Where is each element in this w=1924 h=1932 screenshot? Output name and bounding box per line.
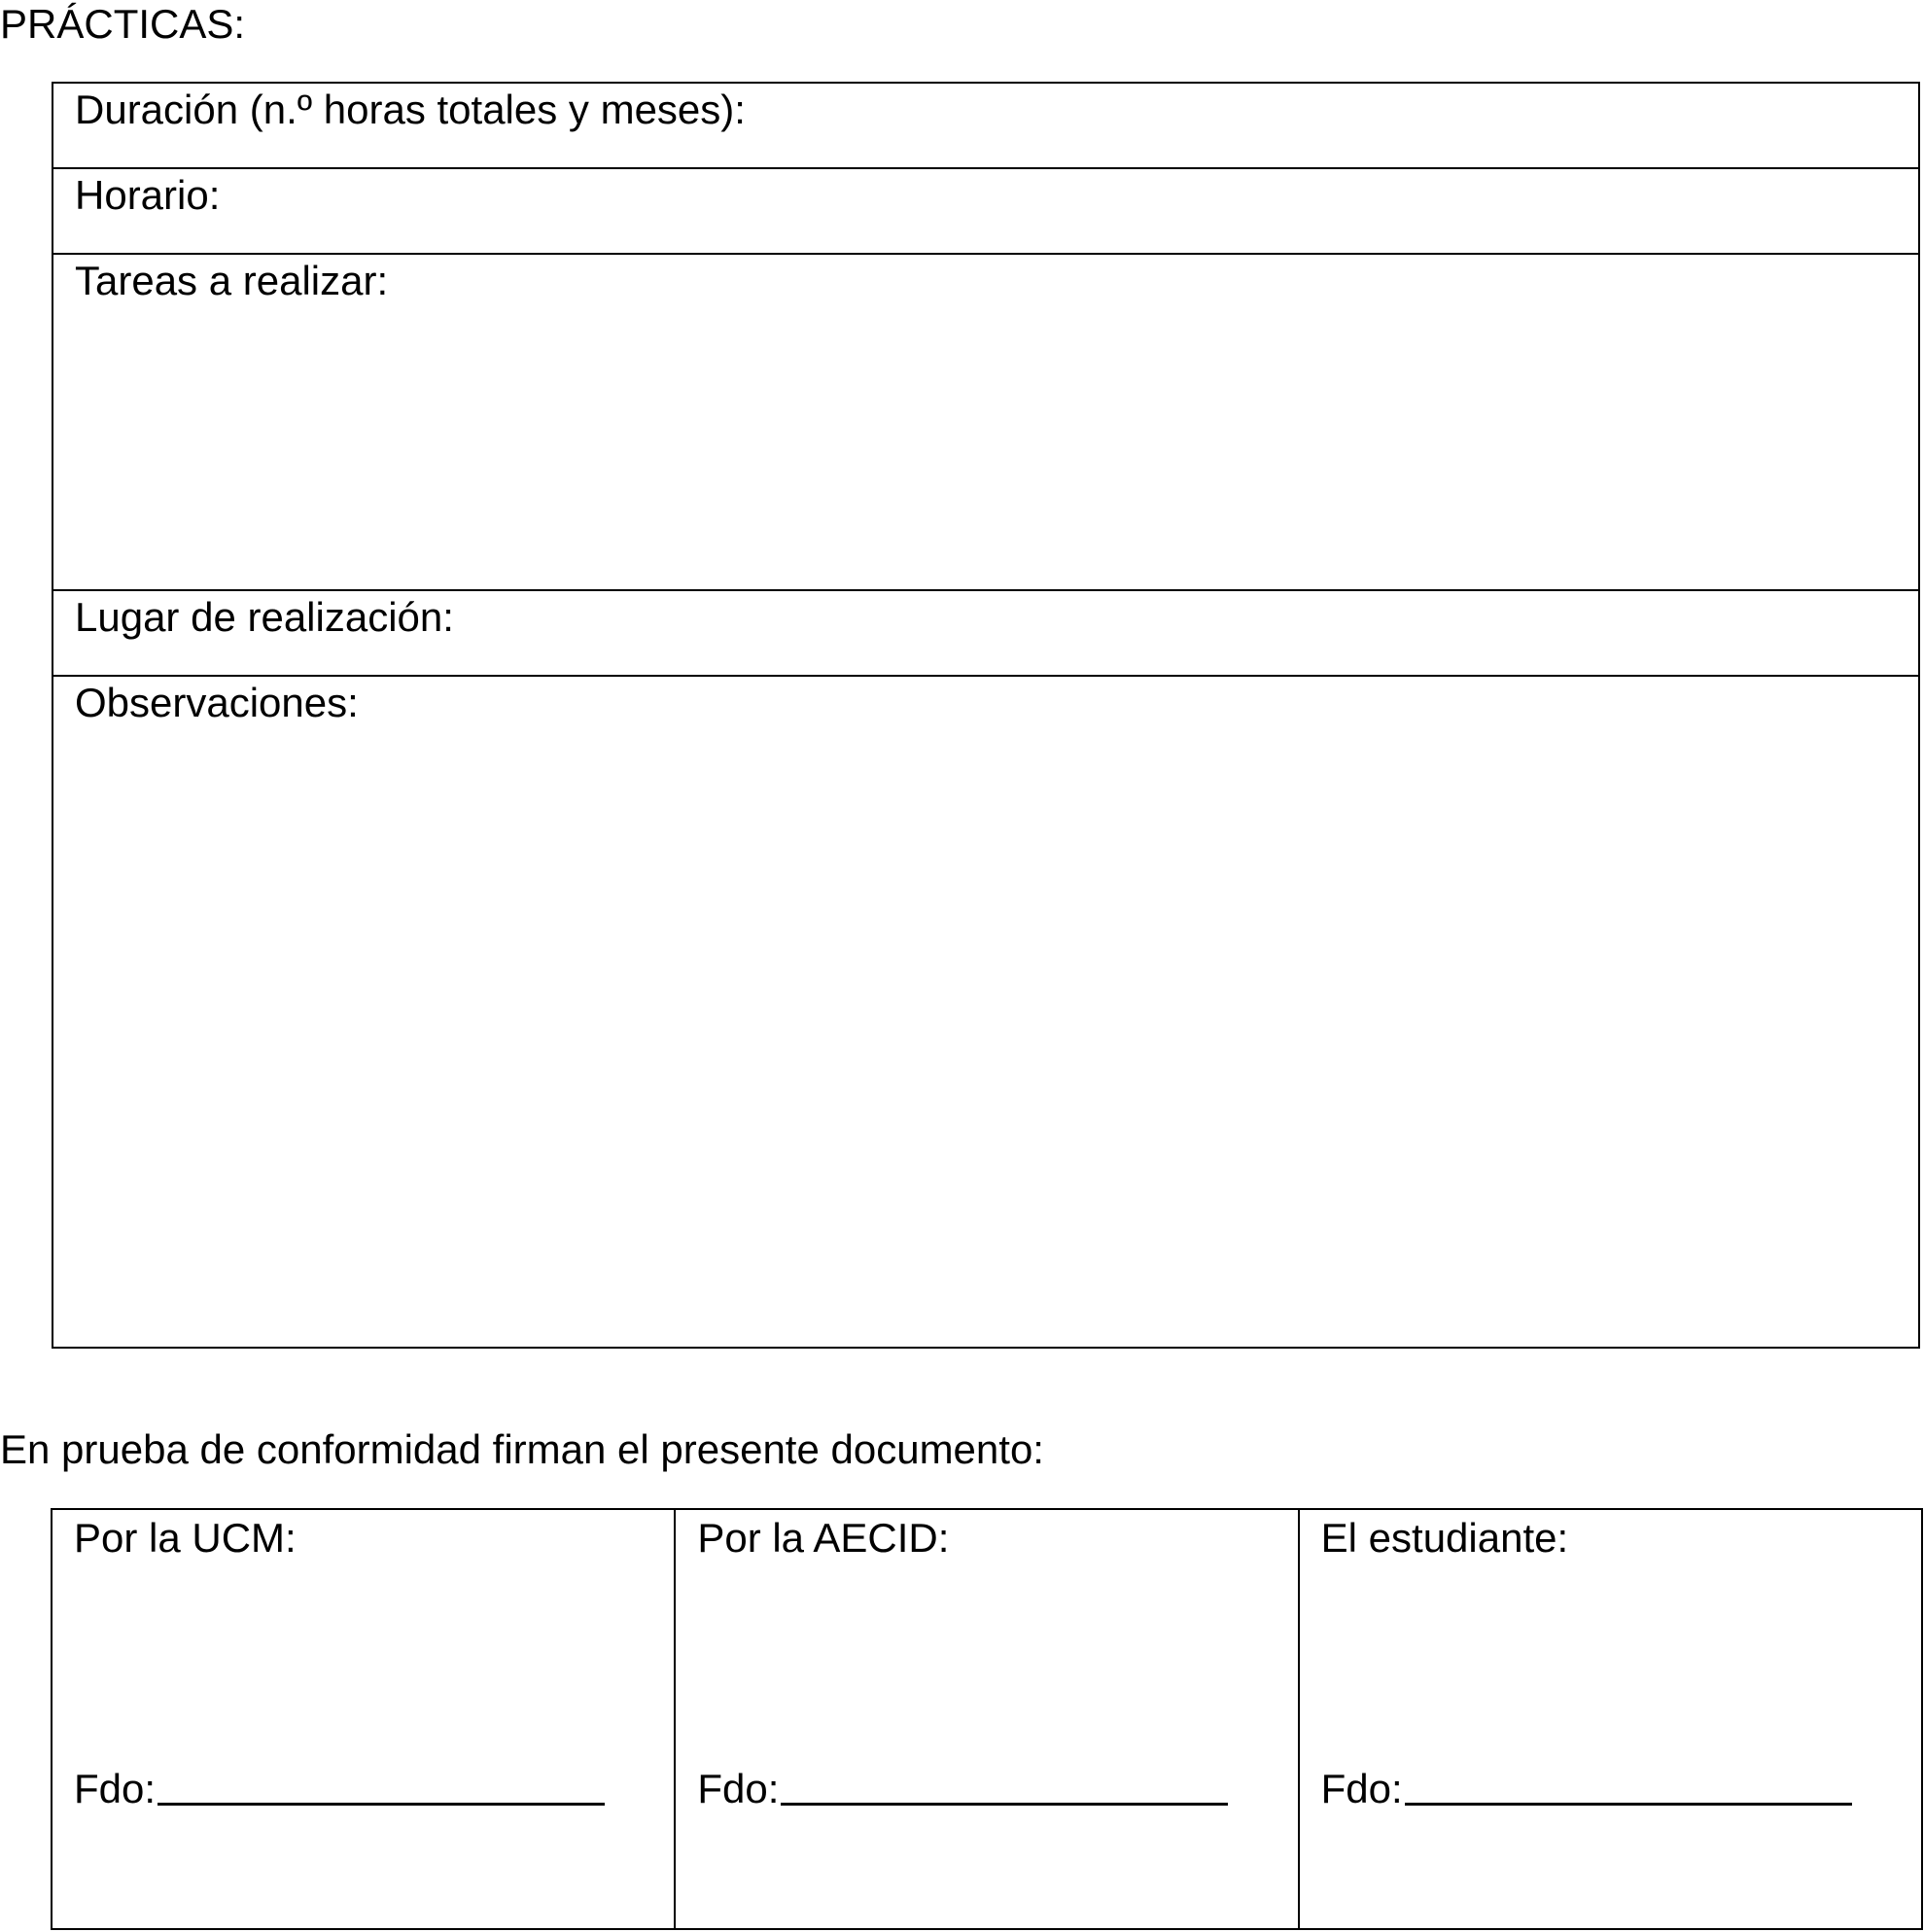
conformidad-statement: En prueba de conformidad firman el presente documento: [0,1426,1044,1472]
field-row-lugar[interactable] [53,589,1918,676]
signature-line[interactable] [157,1803,605,1806]
field-label-lugar: Lugar de realización: [75,594,454,640]
signature-field-estudiante[interactable] [1321,1765,1852,1813]
fdo-label: Fdo: [1320,1766,1403,1811]
page-heading: PRÁCTICAS: [0,1,246,47]
field-label-observaciones: Observaciones: [75,680,359,725]
field-label-duracion: Duración (n.º horas totales y meses): [75,87,746,132]
signature-cell-ucm [52,1510,674,1928]
field-label-horario: Horario: [75,172,221,218]
practicas-table [52,82,1920,1349]
field-row-horario[interactable] [53,167,1918,254]
fdo-label: Fdo: [697,1766,780,1811]
signature-cell-aecid [674,1510,1297,1928]
signature-line[interactable] [1405,1803,1852,1806]
fdo-label: Fdo: [74,1766,157,1811]
signature-field-ucm[interactable] [74,1765,605,1813]
signatory-label-aecid: Por la AECID: [697,1515,950,1561]
field-row-observaciones[interactable] [53,675,1918,1348]
field-label-tareas: Tareas a realizar: [75,258,389,303]
field-row-duracion[interactable] [53,84,1918,169]
signature-field-aecid[interactable] [697,1765,1228,1813]
signatory-label-ucm: Por la UCM: [74,1515,297,1561]
signature-line[interactable] [781,1803,1228,1806]
signature-table [51,1508,1923,1930]
field-row-tareas[interactable] [53,253,1918,589]
signatory-label-estudiante: El estudiante: [1320,1515,1569,1561]
signature-cell-estudiante [1298,1510,1921,1928]
